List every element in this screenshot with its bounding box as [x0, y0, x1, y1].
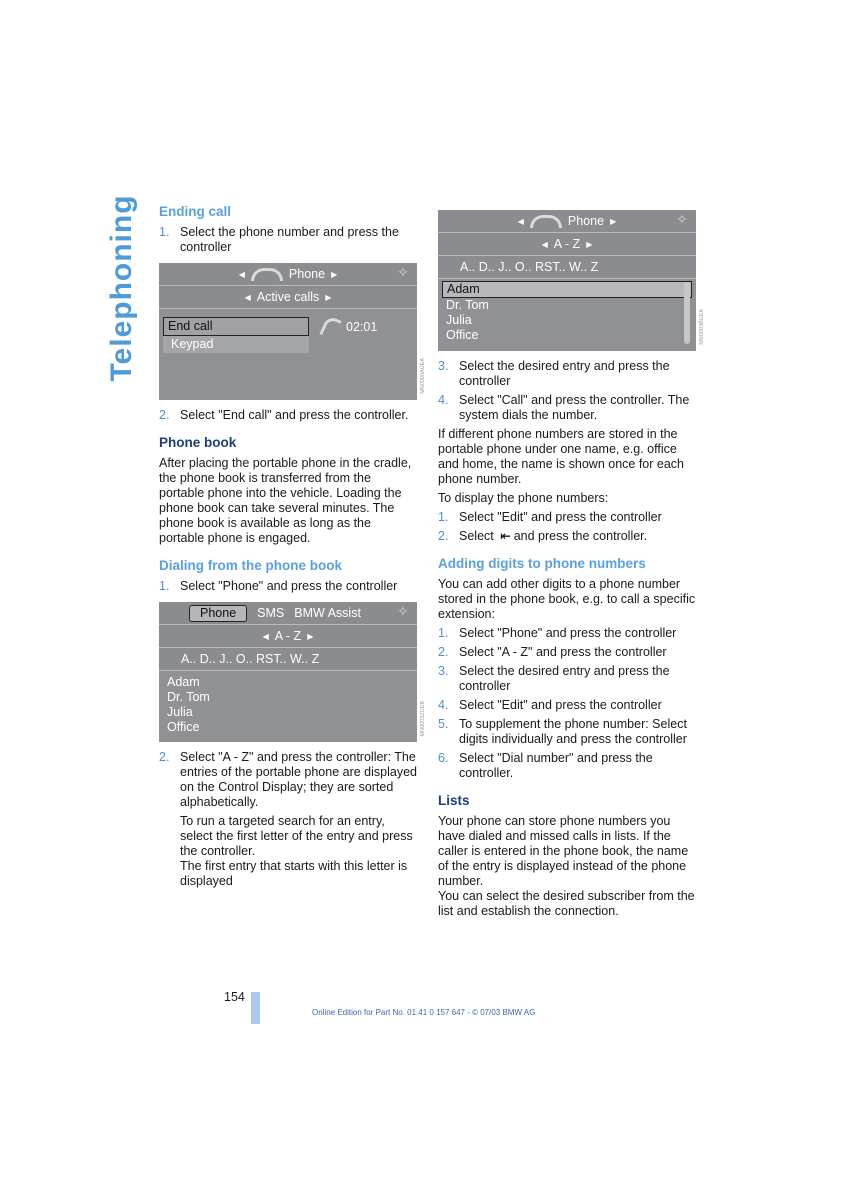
image-code: MN0003ZUEB	[420, 700, 426, 736]
settings-icon: ✧	[397, 264, 409, 280]
display-numbers-text: To display the phone numbers:	[438, 491, 609, 505]
settings-icon: ✧	[676, 211, 688, 227]
call-steps	[438, 359, 696, 423]
list-item: Dr. Tom	[446, 298, 489, 312]
screenshot-entry-selected	[438, 210, 705, 351]
image-code: MN0003BUEA	[699, 309, 705, 345]
adding-steps	[438, 626, 696, 781]
list-item: 5. To supplement the phone number: Select digits individually and press the controller	[438, 717, 687, 746]
dialing-steps-cont	[159, 750, 417, 810]
handset-icon	[530, 215, 562, 228]
list-item: 1. Select "Edit" and press the controller	[438, 510, 662, 524]
list-item: 1. Select "Phone" and press the controller	[438, 626, 677, 640]
list-item: Adam	[167, 675, 200, 689]
tab-sms: SMS	[257, 605, 285, 620]
entry-list	[159, 671, 417, 739]
list-item: Dr. Tom	[167, 690, 210, 704]
tab-bmw-assist: BMW Assist	[294, 605, 361, 620]
left-column	[159, 204, 426, 889]
footer-text: Online Edition for Part No. 01 41 0 157 647 - © 07/03 BMW AG	[312, 1008, 536, 1017]
multiple-numbers-text: If different phone numbers are stored in the portable phone under one name, e.g. office and home, the name is shown once for each phone number.	[438, 427, 684, 486]
call-duration: 02:01	[346, 320, 378, 334]
chapter-title-text: Telephoning	[105, 194, 138, 382]
list-item: Office	[446, 328, 479, 342]
heading-adding-digits: Adding digits to phone numbers	[438, 556, 646, 571]
list-item-selected: Adam	[442, 281, 692, 298]
menu-bar-phone: ◀ Phone ▶	[159, 263, 417, 286]
page-number: 154	[224, 990, 245, 1004]
menu-item-end-call: End call	[163, 317, 309, 336]
dialing-steps	[159, 579, 417, 594]
screenshot-active-calls	[159, 263, 426, 400]
heading-dialing: Dialing from the phone book	[159, 558, 342, 573]
list-item: Office	[167, 720, 200, 734]
list-item: 2. Select "A - Z" and press the controller: The entries of the portable phone are displayed on the Control Display; they are sorted alphabetically.	[159, 750, 417, 809]
heading-ending-call: Ending call	[159, 204, 232, 219]
menu-bar-a-z: ◀ A - Z ▶	[159, 625, 417, 648]
phone-book-text: After placing the portable phone in the cradle, the phone book is transferred from the portable phone into the vehicle. Loading the phone book can take several minutes. The phone book is available as long as the portable phone is engaged.	[159, 456, 412, 545]
list-item: 4. Select "Call" and press the controller. The system dials the number.	[438, 393, 690, 422]
display-steps	[438, 510, 696, 544]
list-item: 2. Select ⇤ and press the controller.	[438, 529, 648, 543]
back-arrow-icon: ⇤	[500, 529, 511, 543]
chapter-title	[104, 194, 140, 382]
list-item: 6. Select "Dial number" and press the controller.	[438, 751, 653, 780]
menu-bar-active-calls: ◀ Active calls ▶	[159, 286, 417, 309]
handset-icon	[251, 268, 283, 281]
call-icon	[319, 315, 341, 340]
list-item: Julia	[167, 705, 193, 719]
scrollbar	[684, 282, 690, 344]
heading-phone-book: Phone book	[159, 435, 237, 450]
menu-bar-phone: ◀ Phone ▶	[438, 210, 696, 233]
list-item: 4. Select "Edit" and press the controller	[438, 698, 662, 712]
entry-list	[438, 279, 696, 347]
list-item: 3. Select the desired entry and press the controller	[438, 359, 670, 388]
list-item: 1. Select "Phone" and press the controller	[159, 579, 398, 593]
heading-lists: Lists	[438, 793, 470, 808]
ending-call-steps	[159, 225, 417, 255]
dialing-note-2: The first entry that starts with this letter is displayed	[180, 859, 408, 888]
adding-digits-text: You can add other digits to a phone number stored in the phone book, e.g. to call a specific extension:	[438, 577, 696, 621]
menu-item-keypad: Keypad	[171, 337, 214, 351]
image-code: MN0000AUEA	[420, 358, 426, 394]
right-column	[438, 210, 705, 923]
list-item: Julia	[446, 313, 472, 327]
settings-icon: ✧	[397, 603, 409, 619]
tab-bar	[159, 602, 417, 625]
dialing-note: To run a targeted search for an entry, select the first letter of the entry and press the controller.	[180, 814, 413, 858]
list-item: 3. Select the desired entry and press the controller	[438, 664, 670, 693]
letter-bar: A.. D.. J.. O.. RST.. W.. Z	[159, 648, 417, 671]
menu-bar-a-z: ◀ A - Z ▶	[438, 233, 696, 256]
list-item: 2. Select "A - Z" and press the controller	[438, 645, 667, 659]
lists-text: Your phone can store phone numbers you have dialed and missed calls in lists. If the caller is entered in the phone book, the name of the entry is displayed instead of the phone number.	[438, 814, 689, 888]
page-marker	[251, 992, 260, 1024]
ending-call-steps-cont	[159, 408, 417, 423]
lists-text-2: You can select the desired subscriber from the list and establish the connection.	[438, 889, 695, 918]
letter-bar: A.. D.. J.. O.. RST.. W.. Z	[438, 256, 696, 279]
tab-phone: Phone	[189, 605, 247, 622]
list-item: 1. Select the phone number and press the controller	[159, 225, 399, 254]
list-item: 2. Select "End call" and press the controller.	[159, 408, 409, 422]
screenshot-phone-book	[159, 602, 426, 742]
